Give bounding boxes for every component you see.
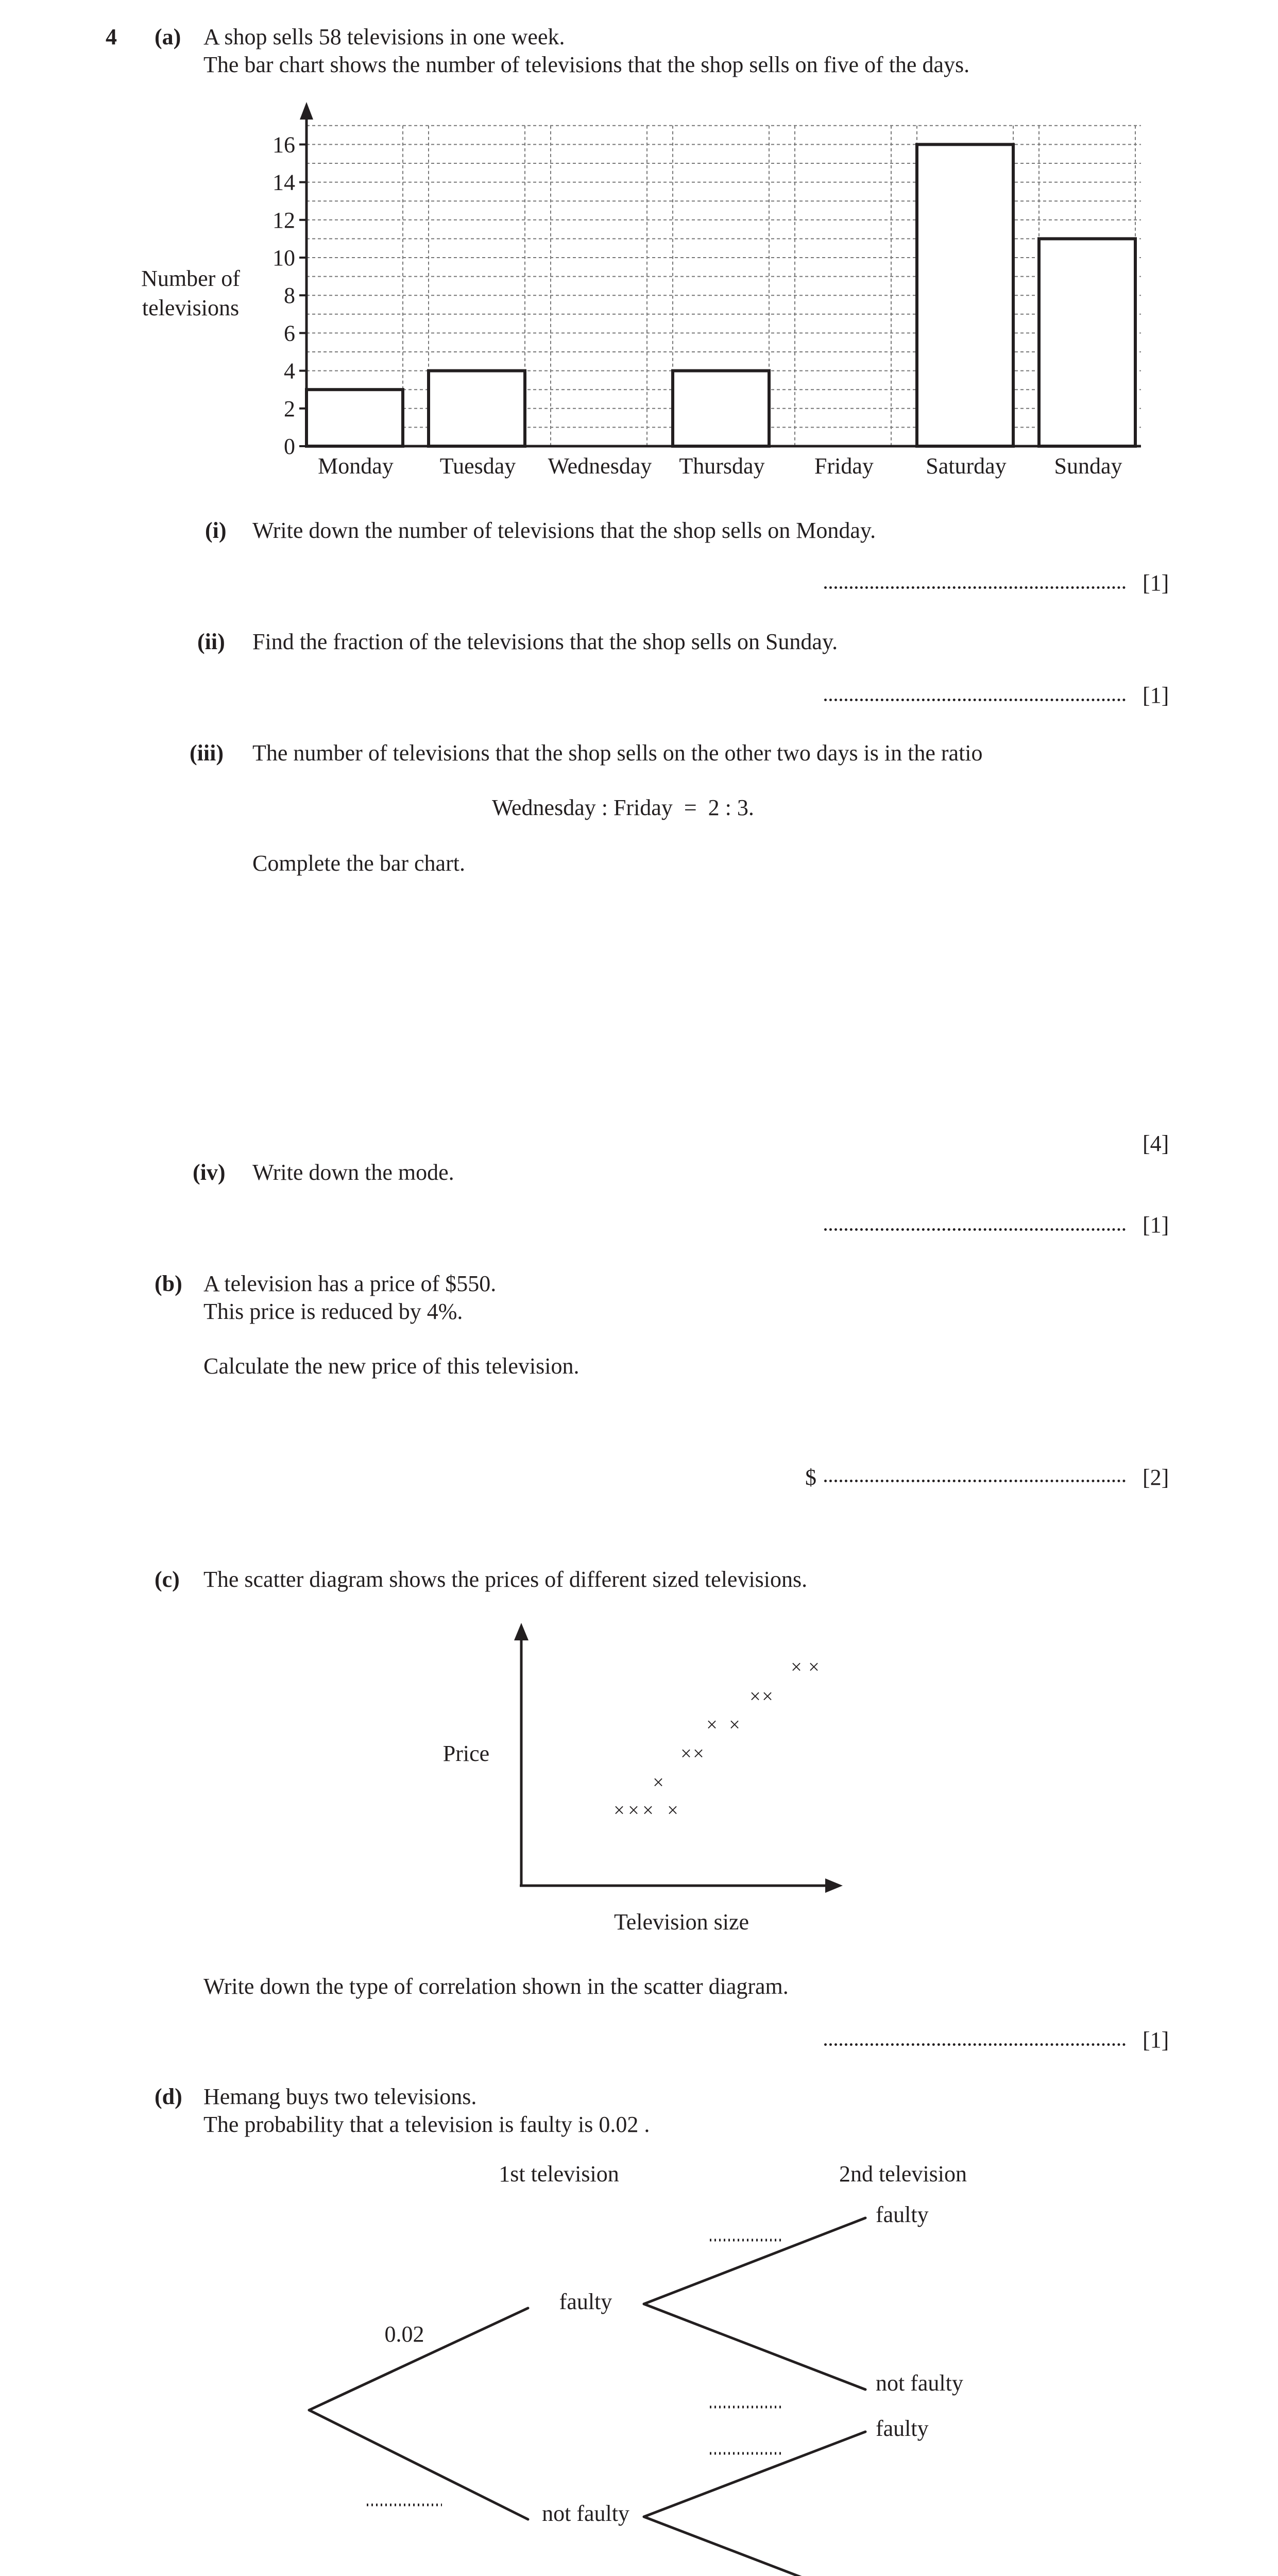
tree-given-prob: 0.02 [384,2321,424,2347]
branch-faulty-not-faulty [644,2304,865,2389]
y-tick-label: 8 [284,283,295,309]
part-a-line2: The bar chart shows the number of televisions that the shop sells on five of the days. [203,52,970,77]
scatter-point: × [680,1743,692,1765]
part-a-i-text: Write down the number of televisions that the shop sells on Monday. [252,518,876,543]
part-c-instruction: Write down the type of correlation shown in the scatter diagram. [203,1974,789,1999]
part-d-label: (d) [155,2084,182,2109]
y-axis-label-line2: televisions [142,295,240,320]
marks-a-iii: [4] [1143,1131,1169,1156]
y-tick-label: 14 [272,170,295,195]
scatter-x-label: Television size [614,1909,749,1935]
category-label: Wednesday [548,453,652,479]
scatter-point: × [693,1743,704,1765]
y-tick-label: 4 [284,358,295,384]
part-a-ii-label: (ii) [197,629,225,654]
scatter-point: × [628,1800,639,1821]
part-a-iii-label: (iii) [190,740,224,766]
scatter-point: × [667,1800,678,1821]
category-label: Monday [318,453,394,479]
scatter-y-label: Price [442,1741,490,1766]
part-a-i-label: (i) [205,518,227,543]
marks-a-ii: [1] [1143,683,1169,708]
part-a-iv-label: (iv) [193,1160,226,1185]
scatter-point: × [729,1714,740,1736]
tree-header-2: 2nd television [839,2161,967,2187]
y-tick-label: 16 [272,132,295,158]
tree-first-faulty: faulty [559,2289,612,2314]
dollar-prefix: $ [805,1465,816,1490]
part-b-label: (b) [155,1271,182,1296]
part-d-line1: Hemang buys two televisions. [203,2084,477,2109]
part-a-iii-text: The number of televisions that the shop sells on the other two days is in the ratio [252,740,983,766]
category-label: Tuesday [439,453,516,479]
part-b-line1: A television has a price of $550. [203,1271,497,1296]
y-tick-label: 6 [284,320,295,346]
y-tick-label: 10 [272,245,295,270]
marks-c: [1] [1143,2027,1169,2053]
marks-a-iv: [1] [1143,1212,1169,1238]
question-number: 4 [106,24,117,49]
category-label: Sunday [1054,453,1122,479]
tree-fn: not faulty [876,2370,963,2396]
y-tick-label: 2 [284,396,295,421]
tree-first-not-faulty: not faulty [542,2501,629,2526]
y-tick-label: 0 [284,434,295,459]
category-label: Friday [814,453,874,479]
scatter-point: × [614,1800,625,1821]
part-d-line2: The probability that a television is faulty is 0.02 . [203,2112,650,2137]
part-a-line1: A shop sells 58 televisions in one week. [203,24,565,49]
scatter-point: × [791,1656,802,1678]
y-axis-label-line1: Number of [141,266,240,291]
category-label: Thursday [679,453,765,479]
scatter-point: × [762,1686,773,1707]
branch-first-not-faulty [309,2410,528,2519]
part-a-label: (a) [155,24,181,49]
tree-nf: faulty [876,2416,929,2441]
marks-b: [2] [1143,1465,1169,1490]
scatter-point: × [706,1714,718,1736]
part-a-iv-text: Write down the mode. [252,1160,454,1185]
part-c-text: The scatter diagram shows the prices of different sized televisions. [203,1567,808,1592]
branch-notfaulty-not-faulty [644,2517,865,2576]
part-c-label: (c) [155,1567,180,1592]
branch-notfaulty-faulty [644,2432,865,2517]
ratio-line: Wednesday : Friday = 2 : 3. [492,795,754,820]
y-tick-label: 12 [272,207,295,233]
scatter-point: × [642,1800,654,1821]
scatter-point: × [749,1686,761,1707]
category-label: Saturday [926,453,1007,479]
part-a-ii-text: Find the fraction of the televisions that the shop sells on Sunday. [252,629,838,654]
part-b-line2: This price is reduced by 4%. [203,1299,463,1324]
scatter-point: × [808,1656,820,1678]
branch-faulty-faulty [644,2218,865,2304]
tree-ff: faulty [876,2202,929,2227]
marks-a-i: [1] [1143,570,1169,596]
part-b-instruction: Calculate the new price of this television. [203,1353,580,1379]
tree-header-1: 1st television [499,2161,619,2187]
scatter-point: × [653,1772,664,1793]
part-a-iii-instruction: Complete the bar chart. [252,851,465,876]
